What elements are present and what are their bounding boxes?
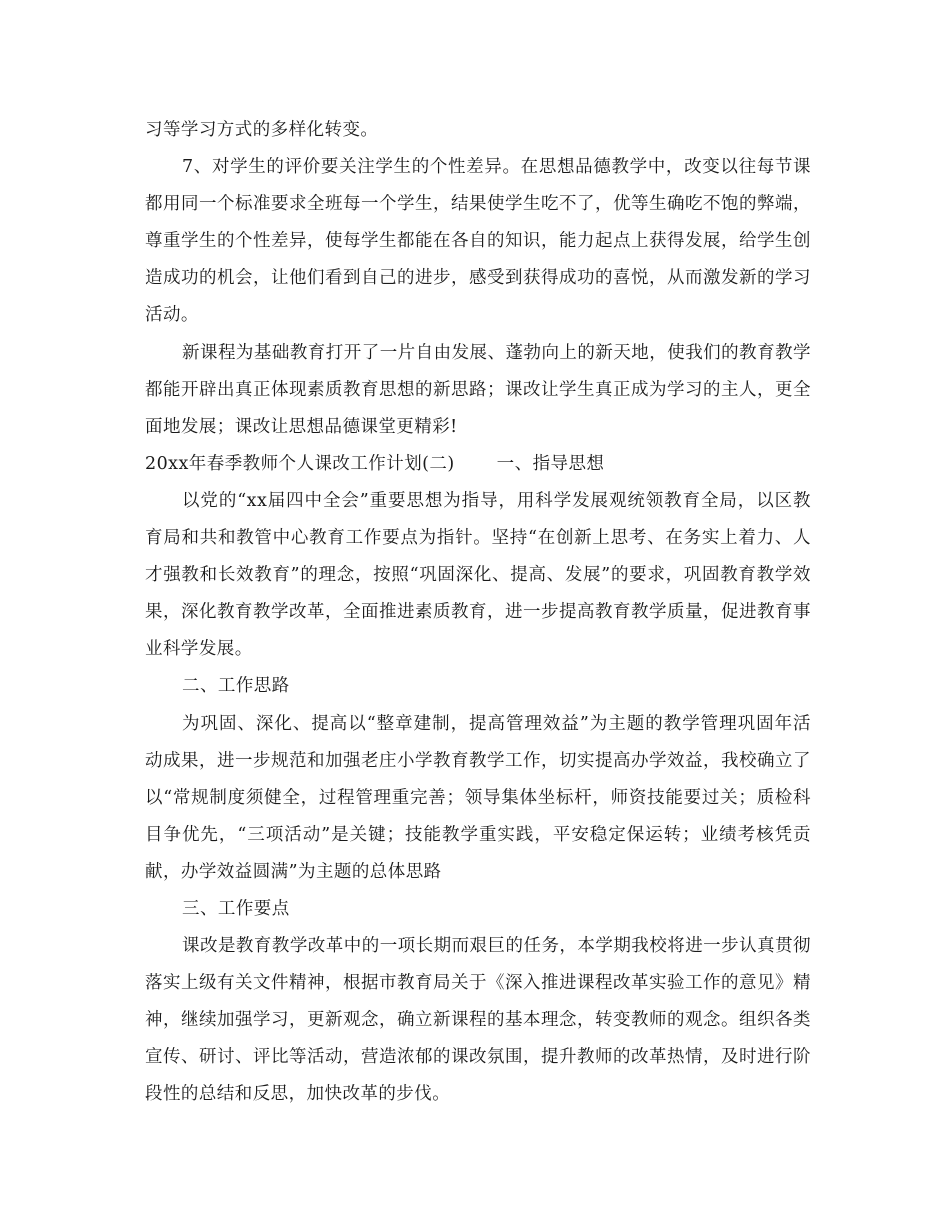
paragraph-continuation: 习等学习方式的多样化转变。 <box>145 120 379 140</box>
section-title: 20xx年春季教师个人课改工作计划(二) <box>145 453 455 474</box>
paragraph-new-curriculum: 新课程为基础教育打开了一片自由发展、蓬勃向上的新天地，使我们的教育教学都能开辟出真正体现素质教育思想的新思路；课改让学生真正成为学习的主人，更全面地发展；课改让思想品德课堂更精彩! <box>145 342 811 437</box>
section-title-line <box>145 446 811 483</box>
document-body <box>145 112 811 1114</box>
paragraph-guiding-ideology: 以党的“xx届四中全会”重要思想为指导，用科学发展观统领教育全局，以区教育局和共和教管中心教育工作要点为指针。坚持“在创新上思考、在务实上着力、人才强教和长效教育”的理念，按照“巩固深化、提高、发展”的要求，巩固教育教学效果，深化教育教学改革，全面推进素质教育，进一步提高教育教学质量，促进教育事业科学发展。 <box>145 490 811 660</box>
heading-guiding-ideology: 一、指导思想 <box>496 453 605 474</box>
heading-work-approach: 二、工作思路 <box>182 676 290 697</box>
paragraph-student-evaluation: 7、对学生的评价要关注学生的个性差异。在思想品德教学中，改变以往每节课都用同一个标准要求全班每一个学生，结果使学生吃不了，优等生确吃不饱的弊端，尊重学生的个性差异，使每学生都能在各自的知识，能力起点上获得发展，给学生创造成功的机会，让他们看到自己的进步，感受到获得成功的喜悦，从而激发新的学习活动。 <box>145 157 811 326</box>
heading-work-points: 三、工作要点 <box>182 898 290 919</box>
paragraph-work-approach: 为巩固、深化、提高以“整章建制，提高管理效益”为主题的教学管理巩固年活动成果，进一步规范和加强老庄小学教育教学工作，切实提高办学效益，我校确立了以“常规制度须健全，过程管理重完善；领导集体坐标杆，师资技能要过关；质检科目争优先，“三项活动”是关键；技能教学重实践，平安稳定保运转；业绩考核凭贡献，办学效益圆满”为主题的总体思路 <box>145 713 811 882</box>
paragraph-work-points: 课改是教育教学改革中的一项长期而艰巨的任务，本学期我校将进一步认真贯彻落实上级有关文件精神，根据市教育局关于《深入推进课程改革实验工作的意见》精神，继续加强学习，更新观念，确立新课程的基本理念，转变教师的观念。组织各类宣传、研讨、评比等活动，营造浓郁的课改氛围，提升教师的改革热情，及时进行阶段性的总结和反思，加快改革的步伐。 <box>145 936 811 1105</box>
